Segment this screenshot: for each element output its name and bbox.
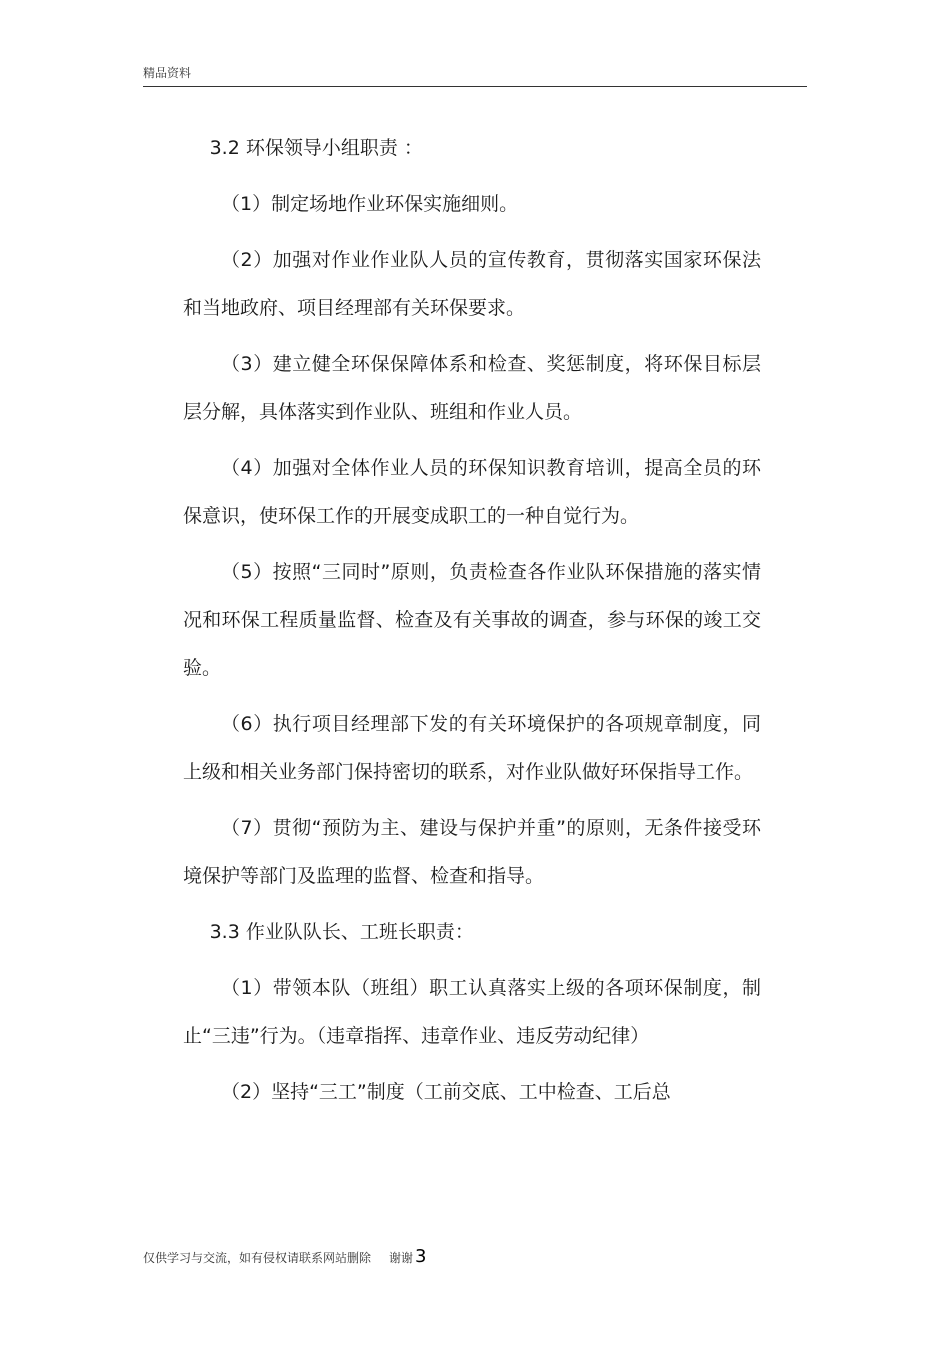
footer-thanks: 谢谢 xyxy=(389,1251,414,1265)
page-footer xyxy=(143,1247,426,1268)
page-number: 3 xyxy=(415,1246,427,1267)
duty-item-3: （3）建立健全环保保障体系和检查、奖惩制度，将环保目标层层分解，具体落实到作业队、班组和作业人员。 xyxy=(183,353,761,423)
footer-notice: 仅供学习与交流，如有侵权请联系网站删除 xyxy=(143,1251,372,1265)
section-heading-3-2: 3.2 环保领导小组职责 ： xyxy=(209,137,423,159)
leader-duty-item-2: （2）坚持“三工”制度（工前交底、工中检查、工后总 xyxy=(221,1081,671,1103)
duty-item-6: （6）执行项目经理部下发的有关环境保护的各项规章制度，同上级和相关业务部门保持密切的联系，对作业队做好环保指导工作。 xyxy=(183,713,761,783)
header-label: 精品资料 xyxy=(143,66,192,80)
document-body xyxy=(183,124,761,1124)
duty-item-1: （1）制定场地作业环保实施细则。 xyxy=(221,193,519,215)
duty-item-7: （7）贯彻“预防为主、建设与保护并重”的原则，无条件接受环境保护等部门及监理的监督、检查和指导。 xyxy=(183,817,761,887)
page-header xyxy=(143,64,807,87)
duty-item-2: （2）加强对作业作业队人员的宣传教育，贯彻落实国家环保法和当地政府、项目经理部有关环保要求。 xyxy=(183,249,761,319)
duty-item-4: （4）加强对全体作业人员的环保知识教育培训，提高全员的环保意识，使环保工作的开展变成职工的一种自觉行为。 xyxy=(183,457,761,527)
section-heading-3-3: 3.3 作业队队长、工班长职责： xyxy=(209,921,474,943)
leader-duty-item-1: （1）带领本队（班组）职工认真落实上级的各项环保制度，制止“三违”行为。（违章指挥、违章作业、违反劳动纪律） xyxy=(183,977,761,1047)
duty-item-5: （5）按照“三同时”原则，负责检查各作业队环保措施的落实情况和环保工程质量监督、检查及有关事故的调查，参与环保的竣工交验。 xyxy=(183,561,761,679)
